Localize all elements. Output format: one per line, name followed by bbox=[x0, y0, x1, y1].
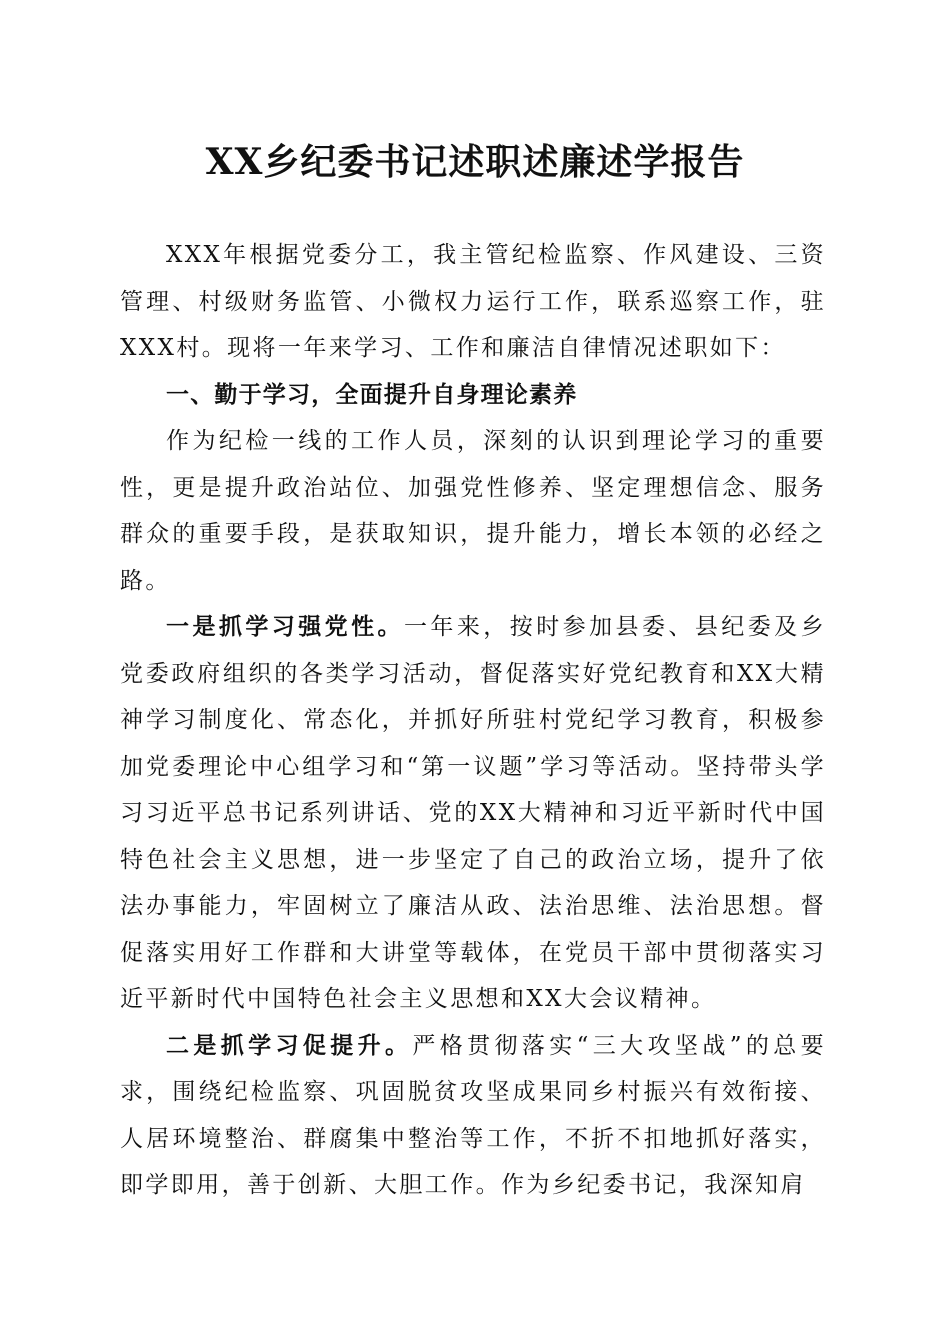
item-paragraph-1 bbox=[120, 604, 826, 1023]
document-body bbox=[120, 232, 826, 1209]
intro-paragraph: XXX年根据党委分工，我主管纪检监察、作风建设、三资管理、村级财务监管、小微权力运行工作，联系巡察工作，驻XXX村。现将一年来学习、工作和廉洁自律情况述职如下： bbox=[120, 242, 826, 361]
section-heading: 一、勤于学习，全面提升自身理论素养 bbox=[166, 381, 578, 408]
item-text-1: 一年来，按时参加县委、县纪委及乡党委政府组织的各类学习活动，督促落实好党纪教育和XX大精神学习制度化、常态化，并抓好所驻村党纪学习教育，积极参加党委理论中心组学习和“第一议题”学习等活动。坚持带头学习习近平总书记系列讲话、党的XX大精神和习近平新时代中国特色社会主义思想，进一步坚定了自己的政治立场，提升了依法办事能力，牢固树立了廉洁从政、法治思维、法治思想。督促落实用好工作群和大讲堂等载体，在党员干部中贯彻落实习近平新时代中国特色社会主义思想和XX大会议精神。 bbox=[120, 614, 826, 1012]
item-text-2: 严格贯彻落实“三大攻坚战”的总要求，围绕纪检监察、巩固脱贫攻坚成果同乡村振兴有效衔接、人居环境整治、群腐集中整治等工作，不折不扣地抓好落实，即学即用，善于创新、大胆工作。作为乡纪委书记，我深知肩 bbox=[120, 1032, 826, 1198]
document-title: XX乡纪委书记述职述廉述学报告 bbox=[205, 141, 745, 183]
item-lead-2: 二是抓学习促提升。 bbox=[166, 1031, 413, 1059]
item-paragraph-2 bbox=[120, 1023, 826, 1209]
section-paragraph: 作为纪检一线的工作人员，深刻的认识到理论学习的重要性，更是提升政治站位、加强党性修养、坚定理想信念、服务群众的重要手段，是获取知识，提升能力，增长本领的必经之路。 bbox=[120, 428, 826, 594]
item-lead-1: 一是抓学习强党性。 bbox=[166, 613, 404, 640]
